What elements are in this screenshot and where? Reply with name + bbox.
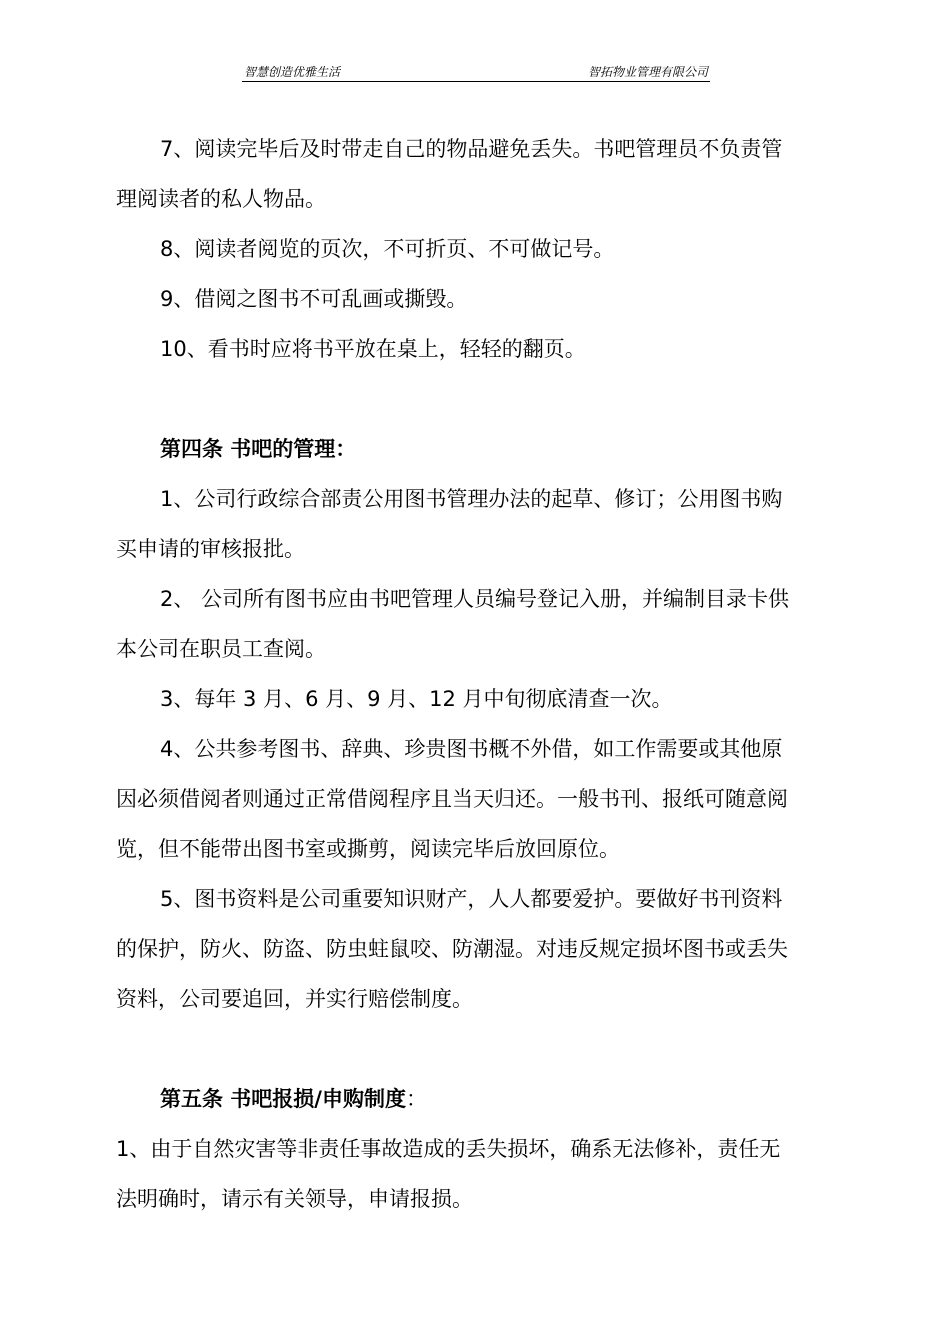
text-line: 1、由于自然灾害等非责任事故造成的丢失损坏，确系无法修补，责任无 — [116, 1137, 781, 1161]
text-line: 1、公司行政综合部责公用图书管理办法的起草、修订；公用图书购 — [160, 487, 783, 511]
text-line: 资料，公司要追回，并实行赔偿制度。 — [116, 987, 473, 1011]
blank-line — [116, 374, 840, 424]
section-heading-text: 第五条 书吧报损/申购制度 — [160, 1087, 406, 1111]
text-line: 4、公共参考图书、辞典、珍贵图书概不外借，如工作需要或其他原 — [160, 737, 783, 761]
text-line: 8、阅读者阅览的页次，不可折页、不可做记号。 — [160, 237, 615, 261]
blank-line — [116, 1024, 840, 1074]
text-line: 3、每年 3 月、6 月、9 月、12 月中旬彻底清查一次。 — [160, 687, 673, 711]
text-line: 9、借阅之图书不可乱画或撕毁。 — [160, 287, 468, 311]
text-line: 5、图书资料是公司重要知识财产，人人都要爱护。要做好书刊资料 — [160, 887, 783, 911]
text-line: 览，但不能带出图书室或撕剪，阅读完毕后放回原位。 — [116, 837, 620, 861]
section-heading-suffix: ： — [405, 1087, 427, 1111]
header-slogan: 智慧创造优雅生活 — [244, 65, 341, 79]
text-line: 的保护，防火、防盗、防虫蛀鼠咬、防潮湿。对违反规定损坏图书或丢失 — [116, 937, 788, 961]
document-body — [116, 124, 840, 1224]
text-line: 2、 公司所有图书应由书吧管理人员编号登记入册，并编制目录卡供 — [160, 587, 790, 611]
header-company: 智拓物业管理有限公司 — [587, 65, 708, 79]
section-heading — [116, 1074, 840, 1124]
text-line: 7、阅读完毕后及时带走自己的物品避免丢失。书吧管理员不负责管 — [160, 137, 783, 161]
section-heading — [116, 424, 840, 474]
section-heading-text: 第四条 书吧的管理： — [160, 437, 357, 461]
text-line: 理阅读者的私人物品。 — [116, 187, 326, 211]
text-line: 10、看书时应将书平放在桌上，轻轻的翻页。 — [160, 337, 586, 361]
text-line: 法明确时，请示有关领导，申请报损。 — [116, 1187, 473, 1211]
text-line: 本公司在职员工查阅。 — [116, 637, 326, 661]
text-line: 因必须借阅者则通过正常借阅程序且当天归还。一般书刊、报纸可随意阅 — [116, 787, 788, 811]
page-header — [242, 64, 710, 82]
text-line: 买申请的审核报批。 — [116, 537, 305, 561]
